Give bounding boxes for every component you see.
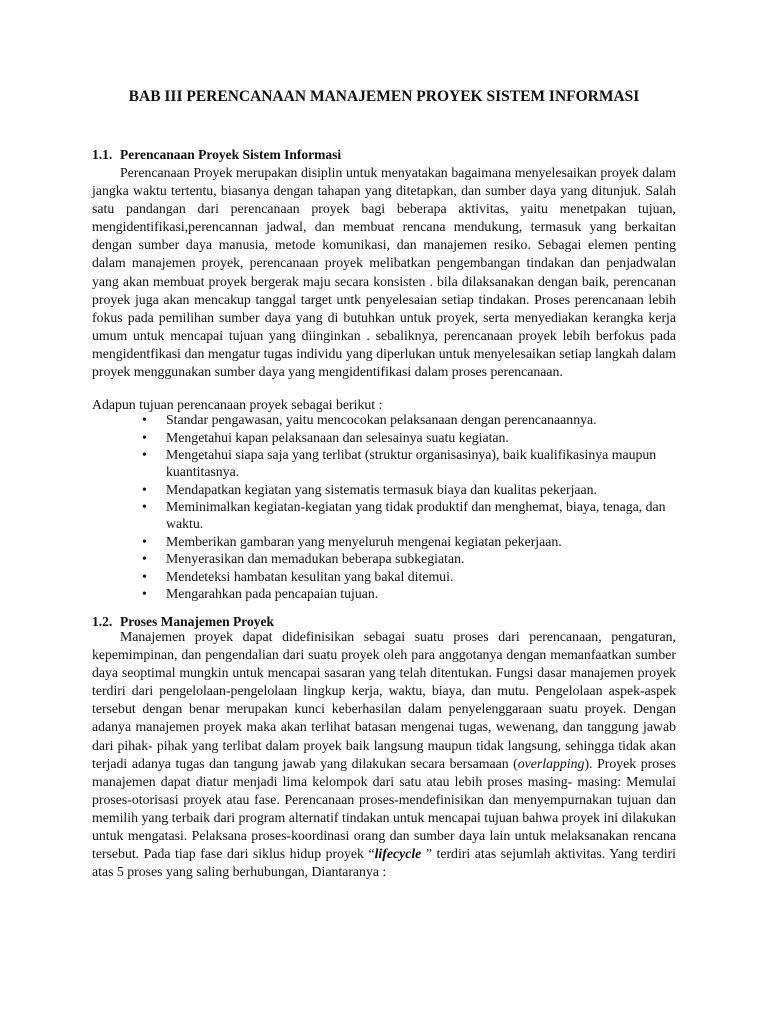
paragraph-text-part-1: Manajemen proyek dapat didefinisikan sebagai suatu proses dari perencanaan, pengaturan, kepemimpinan, dan pengendalian dari suatu proyek oleh para anggotanya dengan memanfaatkan sumber daya seoptimal mungkin untuk mencapai sasaran yang telah ditentukan. Fungsi dasar manajemen proyek terdiri dari pengelolaan-pengelolaan lingkup kerja, waktu, biaya, dan mutu. Pengelolaan aspek-aspek tersebut dengan benar merupakan kunci keberhasilan dalam penyelenggaraan suatu proyek. Dengan adanya manajemen proyek maka akan terlihat batasan mengenai tugas, wewenang, dan tanggung jawab dari pihak- pihak yang terlibat dalam proyek baik langsung maupun tidak langsung, sehingga tidak akan terjadi adanya tugas dan tangung jawab yang dilakukan secara bersamaan ( xyxy=(92,629,676,771)
list-item: • Menyerasikan dan memadukan beberapa subkegiatan. xyxy=(166,550,676,567)
objectives-intro: Adapun tujuan perencanaan proyek sebagai berikut : xyxy=(92,397,383,412)
list-item: • Memberikan gambaran yang menyeluruh mengenai kegiatan pekerjaan. xyxy=(166,533,676,550)
section-heading-1 xyxy=(92,146,341,164)
section-number-2: 1.2. xyxy=(92,614,113,629)
list-item: • Meminimalkan kegiatan-kegiatan yang tidak produktif dan menghemat, biaya, tenaga, dan waktu. xyxy=(166,498,676,532)
list-item: • Mengetahui siapa saja yang terlibat (struktur organisasinya), baik kualifikasinya maupun kuantitasnya. xyxy=(166,446,676,480)
chapter-title: BAB III PERENCANAAN MANAJEMEN PROYEK SISTEM INFORMASI xyxy=(128,88,640,105)
section-number-1: 1.1. xyxy=(92,147,113,162)
list-item: • Mendapatkan kegiatan yang sistematis termasuk biaya dan kualitas pekerjaan. xyxy=(166,481,676,498)
section-1-paragraph: Perencanaan Proyek merupakan disiplin untuk menyatakan bagaimana menyelesaikan proyek dalam jangka waktu tertentu, biasanya dengan tahapan yang ditetapkan, dan sumber daya yang ditunjuk. Salah satu pandangan dari perencanaan proyek bagi beberapa aktivitas, yaitu menetpakan tujuan, mengidentifikasi,perencannan jadwal, dan membuat rencana mendukung, termasuk yang berkaitan dengan sumber daya manusia, metode komunikasi, dan manajemen resiko. Sebagai elemen penting dalam manajemen proyek, perencanaan proyek melibatkan pengembangan tindakan dan penjadwalan yang akan membuat proyek bergerak maju secara konsisten . bila dilaksanakan dengan baik, perencanan proyek juga akan mencakup tanggal target untk penyelesaian setiap tindakan. Proses perencanaan lebih fokus pada pemilihan sumber daya yang di butuhkan untuk proyek, serta menyediakan kerangka kerja umum untuk mencapai tujuan yang diinginkan . sebaliknya, perencanaan proyek lebih berfokus pada mengidentfikasi dan mengatur tugas individu yang diperlukan untuk menyelesaikan setiap langkah dalam proyek menggunakan sumber daya yang mengidentifikasi dalam proses perencanaan. xyxy=(92,165,676,380)
overlapping-term: overlapping xyxy=(517,755,585,771)
section-title-2: Proses Manajemen Proyek xyxy=(120,614,274,629)
objectives-list xyxy=(166,411,676,603)
section-2-paragraph xyxy=(92,628,676,881)
list-item: • Standar pengawasan, yaitu mencocokan pelaksanaan dengan perencanaannya. xyxy=(166,411,676,428)
list-item: • Mengetahui kapan pelaksanaan dan selesainya suatu kegiatan. xyxy=(166,429,676,446)
lifecycle-term: lifecycle xyxy=(374,846,422,862)
list-item: • Mendeteksi hambatan kesulitan yang bakal ditemui. xyxy=(166,568,676,585)
section-title-1: Perencanaan Proyek Sistem Informasi xyxy=(120,147,342,162)
list-item: • Mengarahkan pada pencapaian tujuan. xyxy=(166,585,676,602)
paragraph-text-part-2: ). Proyek proses manajemen dapat diatur menjadi lima kelompok dari satu atau lebih proses masing- masing: Memulai proses-otorisasi proyek atau fase. Perencanaan proses-mendefinisikan dan menyempurnakan tujuan dan memilih yang terbaik dari program alternatif tindakan untuk mencapai tujuan bahwa proyek ini dilakukan untuk mengatasi. Pelaksana proses-koordinasi orang dan sumber daya lain untuk melaksanakan rencana tersebut. Pada tiap fase dari siklus hidup proyek “ xyxy=(92,755,676,862)
paragraph-text-part-3: ” terdiri atas sejumlah aktivitas. Yang terdiri atas 5 proses yang saling berhubungan, Diantaranya : xyxy=(92,846,677,880)
